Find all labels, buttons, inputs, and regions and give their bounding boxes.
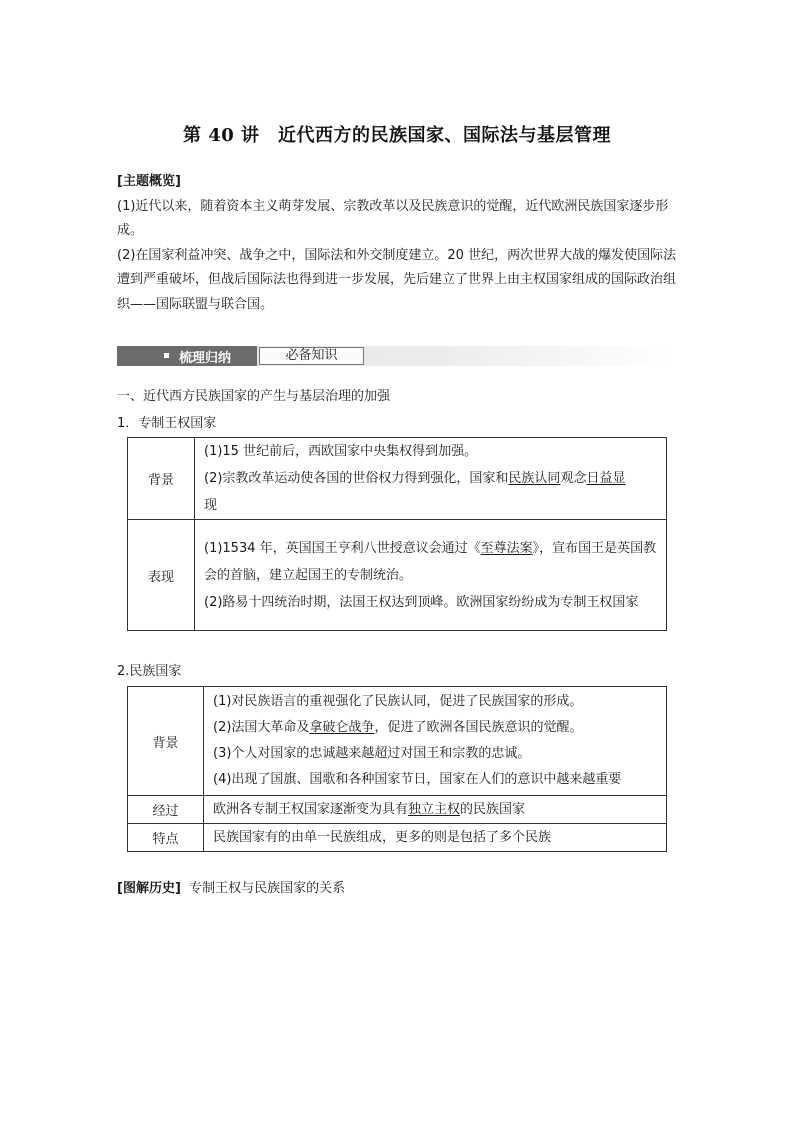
subsection-heading-2: 2.民族国家 (117, 664, 182, 679)
row-label: 特点 (128, 824, 204, 852)
absolute-monarchy-table (127, 437, 667, 631)
row-content: (1)对民族语言的重视强化了民族认同，促进了民族国家的形成。 (2)法国大革命及拿破仑战争，促进了欧洲各国民族意识的觉醒。 (3)个人对国家的忠诚越来越超过对国王和宗教的忠诚。 (4)出现了国旗、国歌和各种国家节日，国家在人们的意识中越来越重要 (204, 687, 667, 796)
table-row (128, 438, 667, 520)
row-content: (1)1534 年，英国国王亨利八世授意议会通过《至尊法案》，宣布国王是英国教会的首脑，建立起国王的专制统治。 (2)路易十四统治时期，法国王权达到顶峰。欧洲国家纷纷成为专制王权国家 (195, 520, 667, 631)
overview-paragraph-2: (2)在国家利益冲突、战争之中，国际法和外交制度建立。20 世纪，两次世界大战的爆发使国际法遭到严重破坏，但战后国际法也得到进一步发展，先后建立了世界上由主权国家组成的国际政治组织——国际联盟与联合国。 (117, 247, 677, 312)
table-row (128, 520, 667, 631)
row-label: 背景 (128, 438, 195, 520)
row-content: 民族国家有的由单一民族组成，更多的则是包括了多个民族 (204, 824, 667, 852)
row-label: 经过 (128, 796, 204, 824)
square-bullet-icon (164, 353, 169, 358)
overview-paragraph-1: (1)近代以来，随着资本主义萌芽发展、宗教改革以及民族意识的觉醒，近代欧洲民族国家逐步形成。 (117, 198, 669, 238)
illustration-tag: [图解历史] (117, 881, 181, 896)
row-label: 表现 (128, 520, 195, 631)
table-row (128, 687, 667, 796)
banner-left-label: 梳理归纳 (179, 351, 232, 366)
section-banner (117, 346, 677, 366)
section-heading: 一、近代西方民族国家的产生与基层治理的加强 (117, 389, 391, 404)
table-row (128, 824, 667, 852)
page-title: 第 40 讲 近代西方的民族国家、国际法与基层管理 (182, 125, 612, 146)
illustration-text: 专制王权与民族国家的关系 (189, 881, 346, 896)
overview-heading: [主题概览] (117, 174, 181, 189)
theme-overview (117, 170, 677, 317)
banner-right-label: 必备知识 (259, 347, 364, 365)
table-row (128, 796, 667, 824)
nation-state-table (127, 686, 667, 852)
row-content: (1)15 世纪前后，西欧国家中央集权得到加强。 (2)宗教改革运动使各国的世俗权力得到强化，国家和民族认同观念日益显 现 (195, 438, 667, 520)
row-label: 背景 (128, 687, 204, 796)
subsection-heading-1: 1．专制王权国家 (117, 416, 217, 431)
illustration-heading (117, 877, 345, 896)
row-content: 欧洲各专制王权国家逐渐变为具有独立主权的民族国家 (204, 796, 667, 824)
banner-left (117, 346, 257, 366)
